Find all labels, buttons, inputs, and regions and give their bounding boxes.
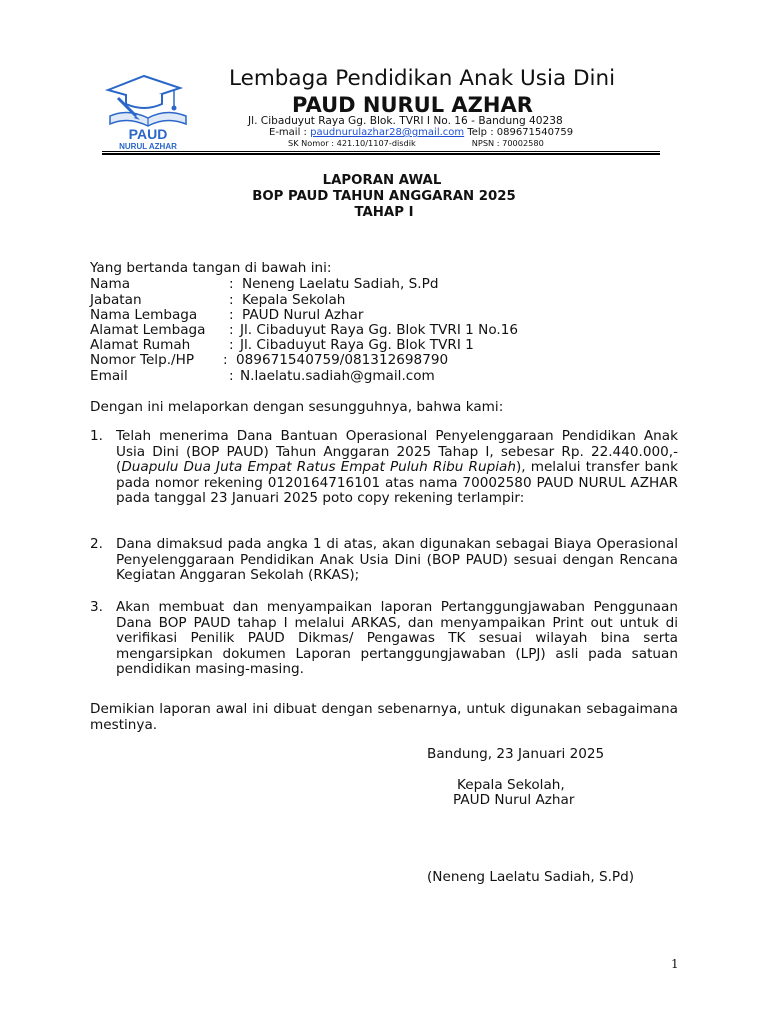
item-number: 3. xyxy=(90,599,103,615)
signer-name: (Neneng Laelatu Sadiah, S.Pd) xyxy=(427,869,635,885)
sk-number: SK Nomor : 421.10/1107-disdik xyxy=(288,138,416,148)
item-2-text: Dana dimaksud pada angka 1 di atas, akan digunakan sebagai Biaya Operasional Penyelenggaraan Pendidikan Anak Usia Dini (BOP PAUD) sesuai dengan Rencana Kegiatan Anggaran Sekolah (RKAS); xyxy=(116,536,678,583)
place-date: Bandung, 23 Januari 2025 xyxy=(427,746,605,762)
identity-value: Jl. Cibaduyut Raya Gg. Blok TVRI 1 No.16 xyxy=(240,322,519,338)
identity-colon: : xyxy=(223,352,228,368)
page-number: 1 xyxy=(671,957,679,971)
identity-value: N.laelatu.sadiah@gmail.com xyxy=(240,368,435,384)
item-1-amount-words: Duapulu Dua Juta Empat Ratus Empat Puluh Ribu Rupiah xyxy=(121,459,516,475)
identity-value: Jl. Cibaduyut Raya Gg. Blok TVRI 1 xyxy=(240,337,474,353)
identity-colon: : xyxy=(229,368,234,384)
signer-role: Kepala Sekolah, xyxy=(457,777,565,793)
identity-colon: : xyxy=(229,307,234,323)
item-1-text-a: Telah menerima Dana Bantuan Operasional Penyelenggaraan Pendidikan Anak Usia Dini (BOP PAUD) Tahun Anggaran 2025 Tahap I, sebesar Rp. 22.440.000,- ( xyxy=(116,428,678,475)
identity-value: PAUD Nurul Azhar xyxy=(242,307,364,323)
logo-text-name: NURUL AZHAR xyxy=(119,142,177,151)
org-name: PAUD NURUL AZHAR xyxy=(292,93,533,117)
identity-colon: : xyxy=(229,337,234,353)
npsn-number: NPSN : 70002580 xyxy=(471,138,544,148)
item-1-text-b: ), melalui transfer bank pada nomor rekening 0120164716101 atas nama 70002580 PAUD NURUL AZHAR pada tanggal 23 Januari 2025 poto copy rekening terlampir: xyxy=(116,459,678,506)
school-logo xyxy=(100,68,198,152)
identity-label: Email xyxy=(90,368,128,384)
identity-value: 089671540759/081312698790 xyxy=(236,352,449,368)
item-number: 1. xyxy=(90,428,103,444)
identity-label: Nomor Telp./HP xyxy=(90,352,195,368)
org-type: Lembaga Pendidikan Anak Usia Dini xyxy=(229,66,616,91)
doc-title-line1: LAPORAN AWAL xyxy=(322,173,442,188)
identity-value: Kepala Sekolah xyxy=(242,292,346,308)
closing-text: Demikian laporan awal ini dibuat dengan sebenarnya, untuk digunakan sebagaimana mestinya. xyxy=(90,701,678,733)
statement-text: Dengan ini melaporkan dengan sesungguhnya, bahwa kami: xyxy=(90,399,504,415)
email-link[interactable]: paudnurulazhar28@gmail.com xyxy=(310,127,465,138)
org-address: Jl. Cibaduyut Raya Gg. Blok. TVRI I No. 16 - Bandung 40238 xyxy=(248,115,563,127)
identity-colon: : xyxy=(229,292,234,308)
registration-line xyxy=(288,138,544,148)
signer-org: PAUD Nurul Azhar xyxy=(453,792,575,808)
intro-text: Yang bertanda tangan di bawah ini: xyxy=(90,260,332,276)
email-label: E-mail : xyxy=(269,127,311,138)
logo-text-paud: PAUD xyxy=(128,126,168,142)
identity-label: Jabatan xyxy=(90,292,142,308)
item-3-text: Akan membuat dan menyampaikan laporan Pertanggungjawaban Penggunaan Dana BOP PAUD tahap I melalui ARKAS, dan menyampaikan Print out untuk di verifikasi Penilik PAUD Dikmas/ Pengawas TK sesuai wilayah bina serta mengarsipkan dokumen Laporan pertanggungjawaban (LPJ) asli pada satuan pendidikan masing-masing. xyxy=(116,599,678,677)
letterhead-rule-thick xyxy=(102,153,660,155)
contact-line xyxy=(269,127,573,138)
identity-colon: : xyxy=(229,322,234,338)
identity-label: Alamat Rumah xyxy=(90,337,191,353)
identity-colon: : xyxy=(229,276,234,292)
identity-value: Neneng Laelatu Sadiah, S.Pd xyxy=(242,276,439,292)
item-number: 2. xyxy=(90,536,103,552)
letterhead-rule-thin xyxy=(102,151,660,152)
phone-text: Telp : 089671540759 xyxy=(464,127,574,138)
identity-label: Nama Lembaga xyxy=(90,307,198,323)
identity-label: Alamat Lembaga xyxy=(90,322,206,338)
identity-label: Nama xyxy=(90,276,131,292)
doc-title-line3: TAHAP I xyxy=(354,205,414,220)
doc-title-line2: BOP PAUD TAHUN ANGGARAN 2025 xyxy=(252,189,516,204)
item-1-text xyxy=(116,429,678,507)
